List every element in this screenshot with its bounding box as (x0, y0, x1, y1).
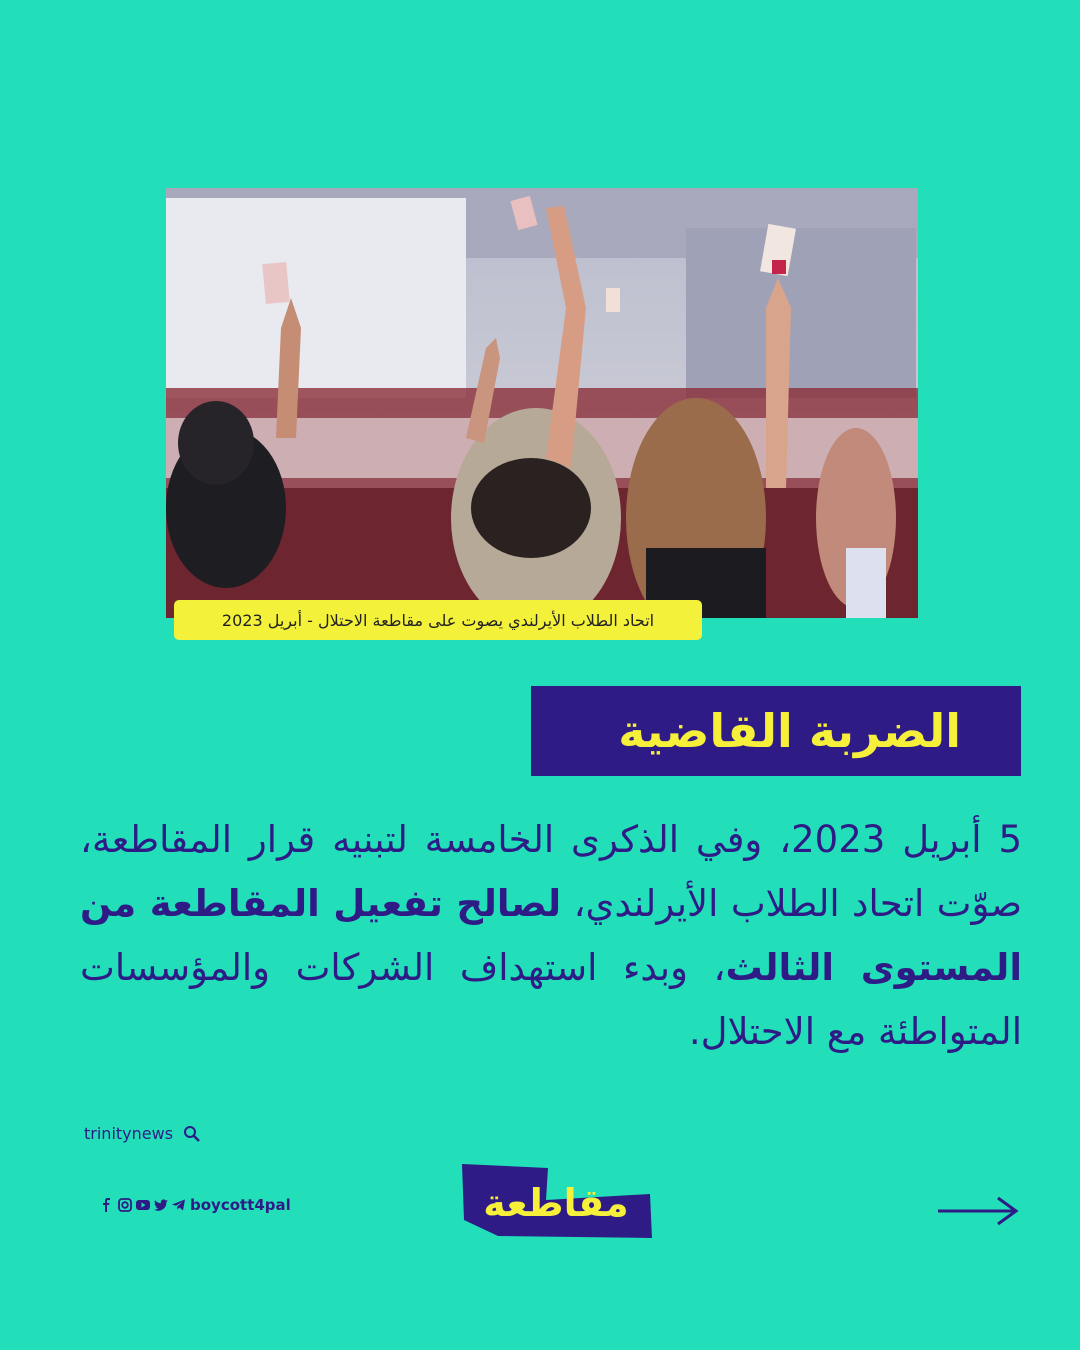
photo-caption: اتحاد الطلاب الأيرلندي يصوت على مقاطعة الاحتلال - أبريل 2023 (176, 602, 700, 638)
next-arrow-icon[interactable] (936, 1194, 1020, 1228)
youtube-icon[interactable] (136, 1198, 150, 1212)
body-text-part1: 5 أبريل 2023، وفي الذكرى الخامسة لتبنيه قرار المقاطعة، صوّت اتحاد الطلاب الأيرلندي، (80, 818, 1022, 925)
section-heading: الضربة القاضية (618, 704, 961, 758)
search-icon (183, 1125, 201, 1143)
source-label: trinitynews (84, 1124, 174, 1143)
telegram-icon[interactable] (172, 1198, 186, 1212)
body-paragraph (80, 808, 1022, 1064)
heading-banner (531, 686, 1021, 776)
twitter-icon[interactable] (154, 1198, 168, 1212)
facebook-icon[interactable] (100, 1198, 114, 1212)
social-links (100, 1196, 291, 1214)
logo-text: مقاطعة (483, 1181, 629, 1225)
students-voting-photo (166, 188, 918, 618)
body-text-bold: لصالح تفعيل المقاطعة من المستوى الثالث (80, 882, 1023, 989)
source-credit (84, 1124, 201, 1143)
instagram-icon[interactable] (118, 1198, 132, 1212)
body-text-part2: ، وبدء استهداف الشركات والمؤسسات المتواطئة مع الاحتلال. (80, 946, 1022, 1053)
social-handle[interactable]: boycott4pal (190, 1196, 291, 1214)
boycott-logo (458, 1160, 654, 1242)
